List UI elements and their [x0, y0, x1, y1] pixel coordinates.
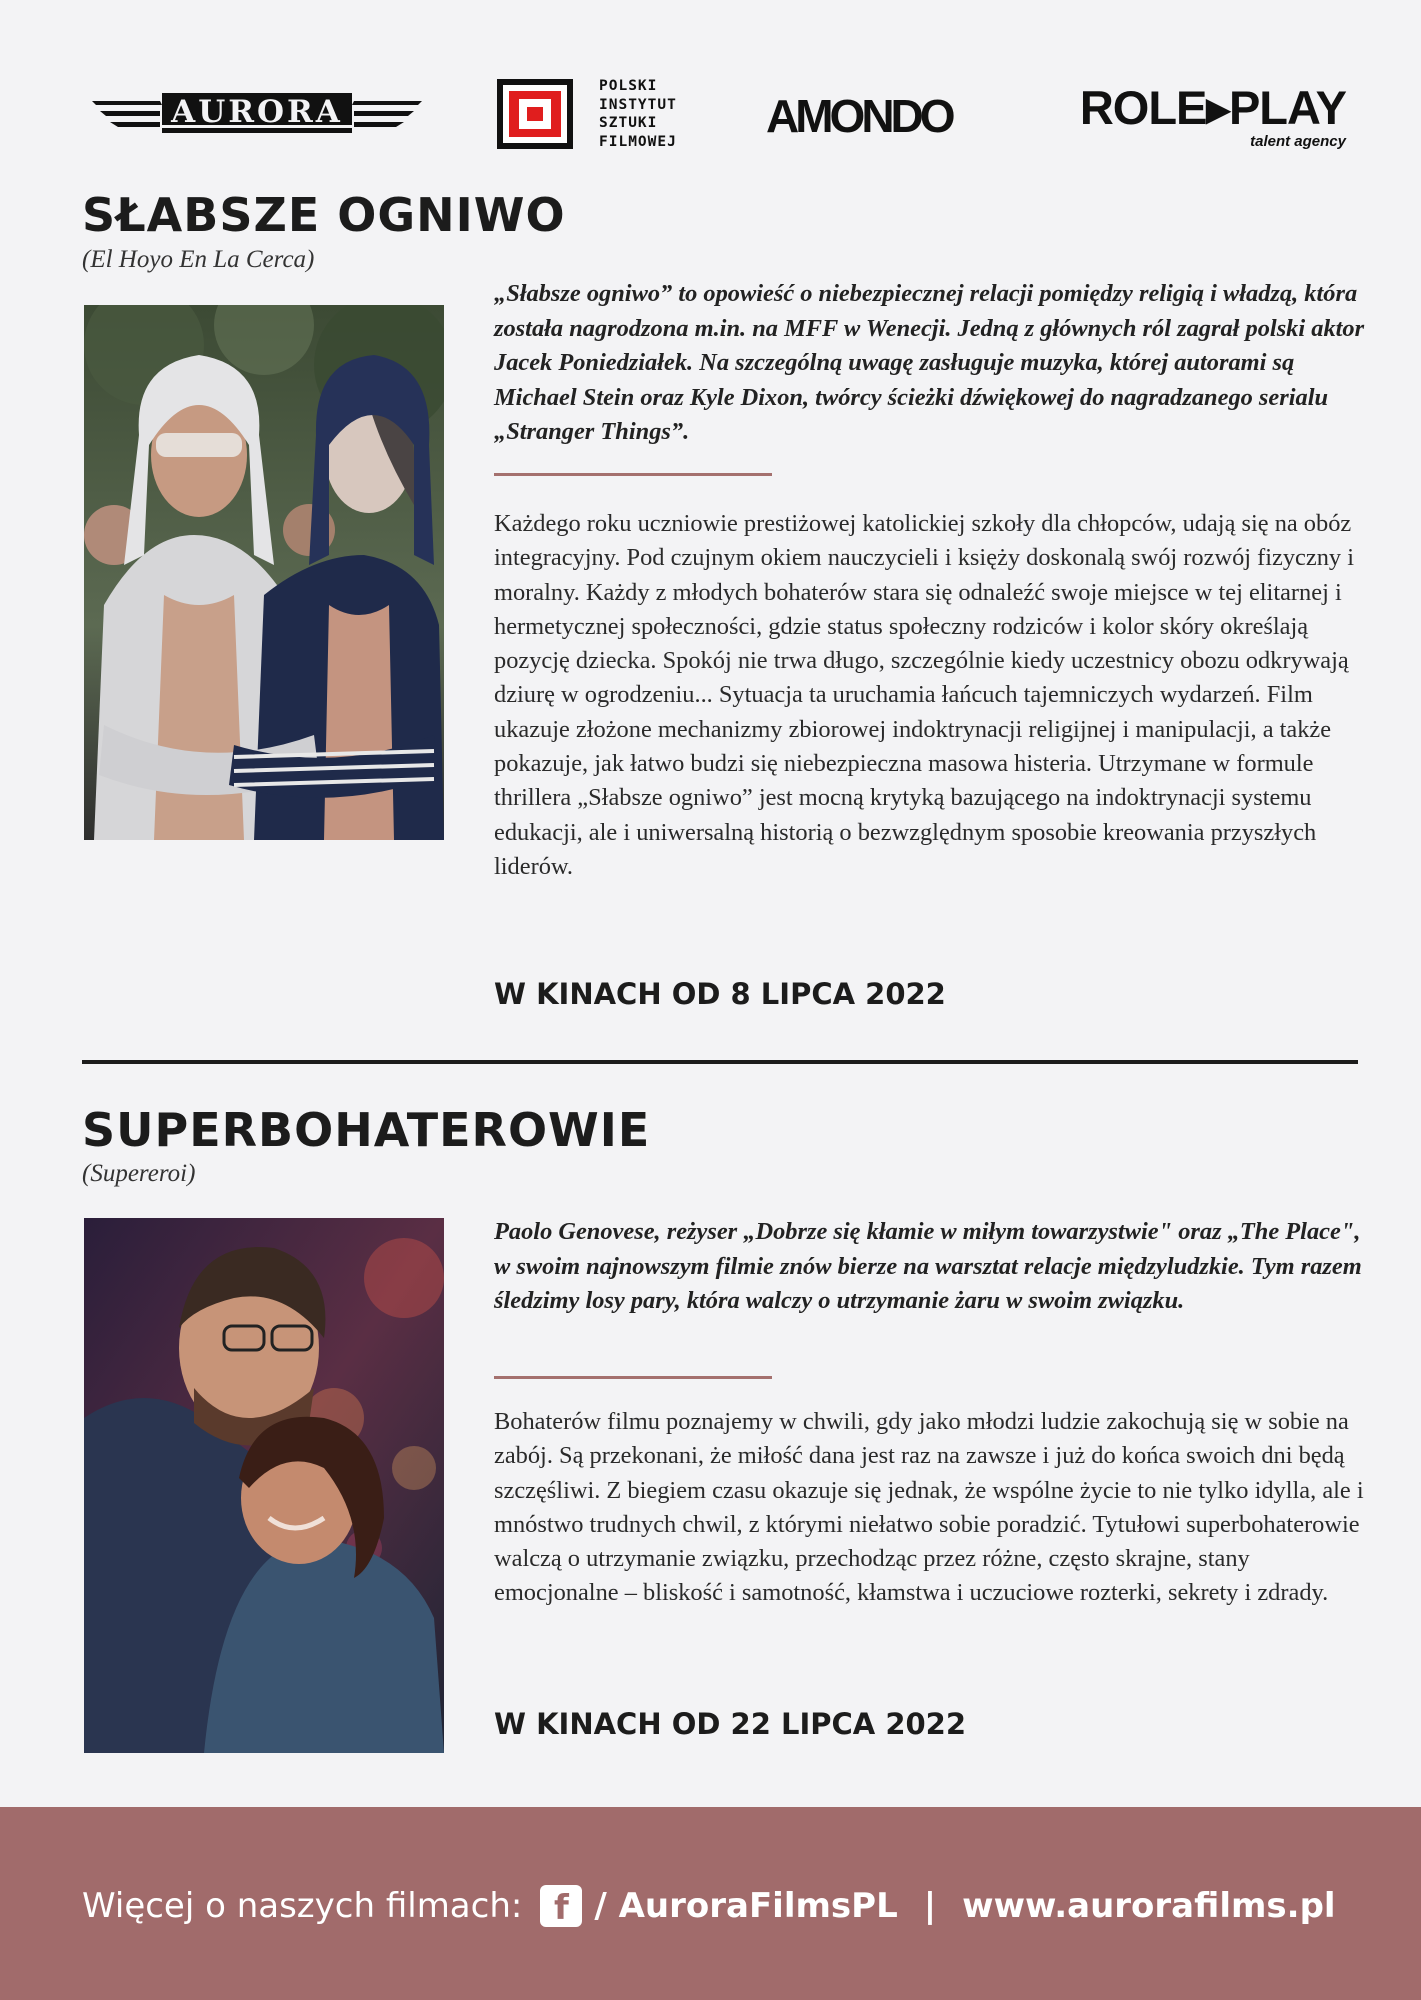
- pisf-logo: [497, 75, 707, 155]
- pisf-line: FILMOWEJ: [599, 133, 677, 150]
- footer-bar: [0, 1807, 1421, 2000]
- roleplay-tagline: talent agency: [1250, 133, 1346, 150]
- facebook-link[interactable]: / AuroraFilmsPL: [594, 1886, 898, 1926]
- roleplay-logo-text: ROLE▸PLAY: [1079, 81, 1346, 134]
- film-lead-text: Paolo Genovese, reżyser „Dobrze się kłamie w miłym towarzystwie" oraz „The Place", w swoim najnowszym filmie znów bierze na warsztat relacje międzyludzkie. Tym razem śledzimy losy pary, która walczy o utrzymanie żaru w swoim związku.: [494, 1218, 1362, 1314]
- amondo-logo: AMONDO: [766, 90, 952, 142]
- film-description: Każdego roku uczniowie prestiżowej katolickiej szkoły dla chłopców, udają się na obóz integracyjny. Pod czujnym okiem nauczycieli i księży doskonalą swój rozwój fizyczny i moralny. Każdy z młodych bohaterów stara się odnaleźć swoje miejsce w tej elitarnej i hermetycznej społeczności, gdzie status społeczny rodziców i kolor skóry określają pozycję dziecka. Spokój nie trwa długo, szczególnie kiedy uczestnicy obozu odkrywają dziurę w ogrodzeniu... Sytuacja ta uruchamia łańcuch tajemniczych wydarzeń. Film ukazuje złożone mechanizmy zbiorowej indoktrynacji religijnej i manipulacji, a także pokazuje, jak łatwo budzi się niebezpieczna masowa histeria. Utrzymane w formule thrillera „Słabsze ogniwo” jest mocną krytyką bazującego na indoktrynacji systemu edukacji, ale i uniwersalną historią o bezwzględnym sposobie kreowania przyszłych liderów.: [494, 510, 1354, 880]
- film-description: Bohaterów filmu poznajemy w chwili, gdy jako młodzi ludzie zakochują się w sobie na zabój. Są przekonani, że miłość dana jest raz na zawsze i już do końca swoich dni będą szczęśliwi. Z biegiem czasu okazuje się jednak, że wspólne życie to nie tylko idylla, ale i mnóstwo trudnych chwil, z którymi niełatwo sobie poradzić. Tytułowi superbohaterowie walczą o utrzymanie związku, przechodząc przez różne, często skrajne, stany emocjonalne – bliskość i samotność, kłamstwa i uczuciowe rozterki, sekrety i zdrady.: [494, 1408, 1364, 1607]
- pisf-line: POLSKI: [599, 78, 658, 94]
- facebook-icon[interactable]: f: [540, 1885, 582, 1927]
- partner-logos: [0, 75, 1421, 175]
- film-still-photo: [84, 1218, 444, 1753]
- aurora-logo-text: AURORA: [171, 94, 343, 130]
- film-lead-text: „Słabsze ogniwo” to opowieść o niebezpiecznej relacji pomiędzy religią i władzą, która została nagrodzona m.in. na MFF w Wenecji. Jedną z głównych ról zagrał polski aktor Jacek Poniedziałek. Na szczególną uwagę zasługuje muzyka, której autorami są Michael Stein oraz Kyle Dixon, twórcy ścieżki dźwiękowej do nagradzanego serialu „Stranger Things”.: [494, 280, 1365, 445]
- film-original-title: (El Hoyo En La Cerca): [82, 246, 315, 273]
- film-title: SUPERBOHATEROWIE: [82, 1103, 651, 1157]
- pisf-line: SZTUKI: [599, 115, 658, 131]
- section-divider: [82, 1060, 1358, 1064]
- roleplay-logo: [1050, 81, 1346, 150]
- website-link[interactable]: www.aurorafilms.pl: [962, 1886, 1336, 1926]
- release-date: W KINACH OD 8 LIPCA 2022: [494, 977, 946, 1011]
- film-title: SŁABSZE OGNIWO: [82, 188, 566, 242]
- section-rule: [494, 1376, 772, 1379]
- pisf-line: INSTYTUT: [599, 96, 677, 113]
- footer-prefix: Więcej o naszych filmach:: [82, 1886, 523, 1926]
- footer-links: [82, 1881, 1336, 1931]
- aurora-logo: [92, 89, 422, 139]
- release-date: W KINACH OD 22 LIPCA 2022: [494, 1707, 967, 1741]
- film-original-title: (Supereroi): [82, 1160, 196, 1187]
- section-rule: [494, 473, 772, 476]
- footer-separator: |: [923, 1886, 937, 1926]
- pisf-emblem: [497, 79, 573, 149]
- pisf-logo-text: [599, 77, 677, 151]
- film-still-photo: [84, 305, 444, 840]
